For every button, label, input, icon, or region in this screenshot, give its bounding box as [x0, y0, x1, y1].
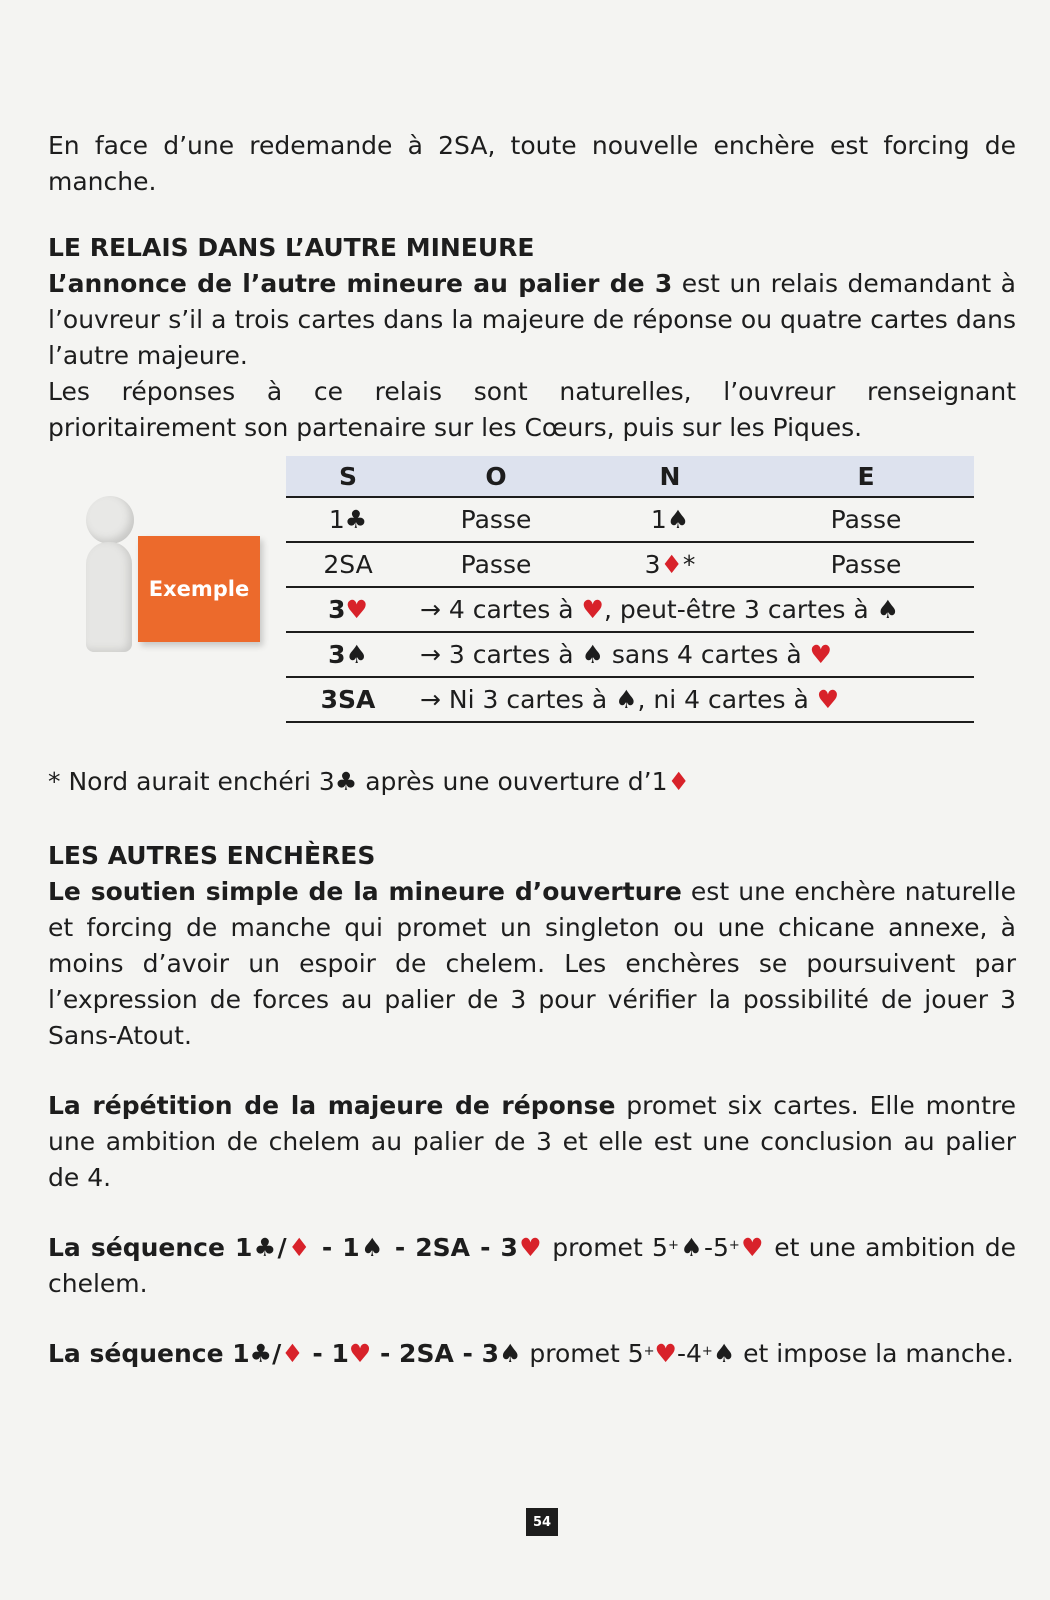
bid-cell: 1♠: [582, 497, 758, 542]
explain-text: → 3 cartes à ♠ sans 4 cartes à ♥: [410, 632, 974, 677]
explain-text: → 4 cartes à ♥, peut-être 3 cartes à ♠: [410, 587, 974, 632]
bidding-explain-row-2: [286, 632, 974, 677]
bidding-row-1: [286, 497, 974, 542]
sequence-paragraph-1: La séquence 1♣/♦ - 1♠ - 2SA - 3♥ promet 5+♠-5+♥ et une ambition de chelem.: [48, 1233, 1017, 1298]
explain-text: → Ni 3 cartes à ♠, ni 4 cartes à ♥: [410, 677, 974, 722]
relais-bold-lead: L’annonce de l’autre mineure au palier de 3: [48, 269, 673, 298]
heart-icon: ♥: [809, 640, 833, 669]
bid-cell: Passe: [410, 542, 582, 587]
spade-icon: ♠: [712, 1339, 736, 1368]
example-block: [48, 456, 1016, 756]
relais-paragraph-1: [48, 266, 1016, 374]
bid-cell: 1♣: [286, 497, 410, 542]
spade-icon: ♠: [359, 1233, 385, 1262]
spade-icon: ♠: [345, 640, 368, 669]
autres-paragraph-2: La répétition de la majeure de réponse promet six cartes. Elle montre une ambition de chelem au palier de 3 et elle est une conclusion au palier de 4.: [48, 1091, 1016, 1192]
relais-paragraph-2: Les réponses à ce relais sont naturelles, l’ouvreur renseignant prioritairement son partenaire sur les Cœurs, puis sur les Piques.: [48, 377, 1016, 442]
explain-bid: 3SA: [286, 677, 410, 722]
bid-cell: 2SA: [286, 542, 410, 587]
explain-bid: 3♠: [286, 632, 410, 677]
explain-bid: 3♥: [286, 587, 410, 632]
bidding-row-2: [286, 542, 974, 587]
heart-icon: ♥: [345, 595, 368, 624]
diamond-icon: ♦: [660, 550, 683, 579]
bid-cell: Passe: [758, 497, 974, 542]
intro-paragraph: En face d’une redemande à 2SA, toute nouvelle enchère est forcing de manche.: [48, 131, 1016, 196]
heart-icon: ♥: [348, 1339, 372, 1368]
spade-icon: ♠: [581, 640, 604, 669]
heart-icon: ♥: [517, 1233, 544, 1262]
example-figure-illustration: [70, 496, 250, 656]
header-east: E: [758, 456, 974, 497]
diamond-icon: ♦: [667, 767, 690, 796]
club-icon: ♣: [252, 1233, 278, 1262]
bid-cell: Passe: [758, 542, 974, 587]
header-south: S: [286, 456, 410, 497]
spade-icon: ♠: [876, 595, 900, 624]
autres-paragraph-1: Le soutien simple de la mineure d’ouverture est une enchère naturelle et forcing de manche qui promet un singleton ou une chicane annexe, à moins d’avoir un espoir de chelem. Les enchères se poursuivent par l’expression de forces au palier de 3 pour vérifier la possibilité de jouer 3 Sans-Atout.: [48, 877, 1016, 1050]
example-badge: Exemple: [138, 536, 260, 642]
spade-icon: ♠: [666, 505, 690, 534]
bid-cell: 3♦*: [582, 542, 758, 587]
sequence-paragraph-2: La séquence 1♣/♦ - 1♥ - 2SA - 3♠ promet 5+♥-4+♠ et impose la manche.: [48, 1339, 1014, 1368]
header-north: N: [582, 456, 758, 497]
header-west: O: [410, 456, 582, 497]
heart-icon: ♥: [581, 595, 604, 624]
bidding-table: [286, 456, 974, 723]
section-title-relais: LE RELAIS DANS L’AUTRE MINEURE: [48, 233, 535, 262]
spade-icon: ♠: [678, 1233, 704, 1262]
footnote: * Nord aurait enchéri 3♣ après une ouverture d’1♦: [48, 767, 690, 796]
bidding-header-row: [286, 456, 974, 497]
figure-body: [86, 542, 132, 652]
heart-icon: ♥: [654, 1339, 677, 1368]
heart-icon: ♥: [816, 685, 840, 714]
club-icon: ♣: [249, 1339, 273, 1368]
diamond-icon: ♦: [281, 1339, 304, 1368]
club-icon: ♣: [334, 767, 358, 796]
figure-head: [86, 496, 134, 544]
page-content: [48, 128, 1016, 1372]
relais-text: est un relais demandant à l’ouvreur s’il a trois cartes dans la majeure de réponse ou quatre cartes dans l’autre majeure.: [48, 269, 1016, 370]
bidding-explain-row-3: [286, 677, 974, 722]
bid-cell: Passe: [410, 497, 582, 542]
spade-icon: ♠: [498, 1339, 522, 1368]
section-title-autres: LES AUTRES ENCHÈRES: [48, 841, 376, 870]
page-number: 54: [526, 1508, 558, 1536]
spade-icon: ♠: [615, 685, 638, 714]
heart-icon: ♥: [739, 1233, 765, 1262]
diamond-icon: ♦: [286, 1233, 312, 1262]
club-icon: ♣: [344, 505, 368, 534]
bidding-explain-row-1: [286, 587, 974, 632]
